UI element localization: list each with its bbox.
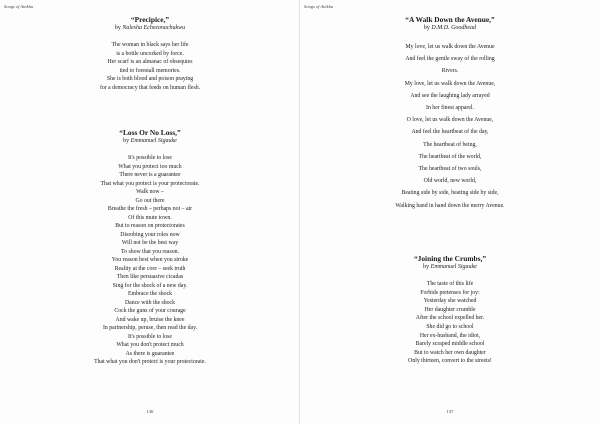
by-label: by [423,25,430,31]
poem-line: Breathe the fresh – perhaps not – air [107,206,193,212]
poem-line: Her ex-husband, the idiot, [419,332,481,339]
poem-line: Yesterday she watched [423,298,477,305]
poem-body [300,41,600,212]
poem-line: She did go to school [426,323,474,330]
poem-body [0,154,300,367]
poem-title: “Loss Or No Loss,” [119,128,181,137]
poem-line: Beating side by side, beating side by side, [401,190,499,197]
by-label: by [123,138,130,144]
poem-line: Embrace the shock [127,291,173,297]
poem-author [300,263,600,271]
poem-line: And wake up, bruise the knee [115,316,185,323]
poem-title: “A Walk Down the Avenue,” [405,15,495,24]
poem-line: Dance with the shock [124,299,176,306]
poem-line: In partnership, peruse, then read the day. [102,325,198,331]
running-head: Songs of Anikha [4,4,34,9]
author-name: Nalesha Echezonachukwu [122,25,186,31]
poem-line: Then like persuasive cicadas [116,274,184,280]
poem-line: Of this mute town. [128,214,172,221]
poem-line: Her daughter crumble [424,306,476,313]
poem-line: Rivers. [441,68,459,75]
poem-line: As there is guarantee [125,350,175,357]
poem-line: But to reason on protectorates [115,223,185,229]
author-name: Emmanuel Sigauke [130,138,177,144]
by-label: by [423,264,430,270]
right-page [300,0,600,424]
poem-body [0,41,300,92]
poem-line: O love, let us walk down the Avenue, [406,117,494,124]
author-name: Emmanuel Sigauke [430,264,477,270]
poem-line: is a bottle uncorked by force. [116,50,184,57]
poem-body [300,280,600,366]
poem-line: That what you don't protect is your protectorate. [94,359,206,365]
poem-line: It's possible to lose [127,155,173,161]
poem-line: Her scarf is an almanac of obsequies [107,59,193,65]
poem-loss-or-no-loss [0,128,300,367]
poem-line: But to watch her own daughter [414,349,486,356]
poem-line: tied to forestall memories. [119,67,181,74]
poem-line: Only thirteen, convert to the streets! [408,358,492,365]
poem-title: “Joining the Crumbs,” [413,254,487,263]
poem-line: My love, let us walk down the Avenue, [404,80,496,87]
by-label: by [114,25,121,31]
poem-line: And feel the gentle sway of the rolling [405,56,495,63]
poem-line: Sing for the shock of a new day. [112,282,188,289]
poem-author [0,24,300,32]
poem-a-walk-down-the-avenue [300,15,600,212]
poem-line: The heartbeat of two souls, [418,166,482,173]
page-number: 136 [146,409,154,414]
author-name: D.M.D. Goodhead [431,25,477,31]
poem-line: That what you protect is your protectorate. [100,180,200,187]
poem-line: Go out there [135,197,165,204]
poem-line: What you protect too much [118,163,182,170]
poem-line: My love, let us walk down the Avenue [405,44,495,50]
poem-line: She is both blood and poison praying [106,76,194,82]
poem-line: Walking hand in hand down the merry Avenue. [395,202,505,209]
poem-line: To show that you reason. [120,248,180,255]
poem-line: Will not be the best way [121,240,179,246]
poem-line: The heartbeat of the world, [418,153,482,160]
running-head: Songs of Anikha [304,4,334,9]
poem-line: The heartbeat of being, [423,141,477,148]
page-number: 137 [446,409,454,414]
poem-line: The woman in black says her life [111,42,189,48]
poem-line: Forbids pretenses for joy: [420,289,480,296]
poem-line: It's possible to lose [127,333,173,340]
poem-line: Reality at the core – seek truth [114,265,186,272]
poem-line: You reason best when you stroke [111,257,189,263]
poem-author [300,24,600,32]
poem-line: In her finest apparel. [426,105,474,112]
poem-line: There never is a guarantee [119,172,181,178]
poem-line: After the school expelled her. [415,315,485,322]
poem-line: Walk now – [136,189,164,195]
poem-line: The taste of this life [426,281,474,287]
poem-line: for a democracy that feeds on human flesh. [99,84,201,91]
poem-line: What you don't protect much [116,342,184,348]
poem-title: “Precipice,” [130,15,170,24]
poem-line: And feel the heartbeat of the day, [411,129,489,136]
poem-author [0,137,300,145]
poem-line: Cock the guns of your courage [114,308,186,314]
poem-joining-the-crumbs [300,254,600,366]
poem-line: Barely scraped middle school [415,341,485,348]
poem-line: Disrobing your roles now [120,231,180,238]
poem-line: And see the laughing lady arrayed [410,92,490,99]
poem-precipice [0,15,300,92]
poem-line: Old world, new world, [423,178,477,185]
